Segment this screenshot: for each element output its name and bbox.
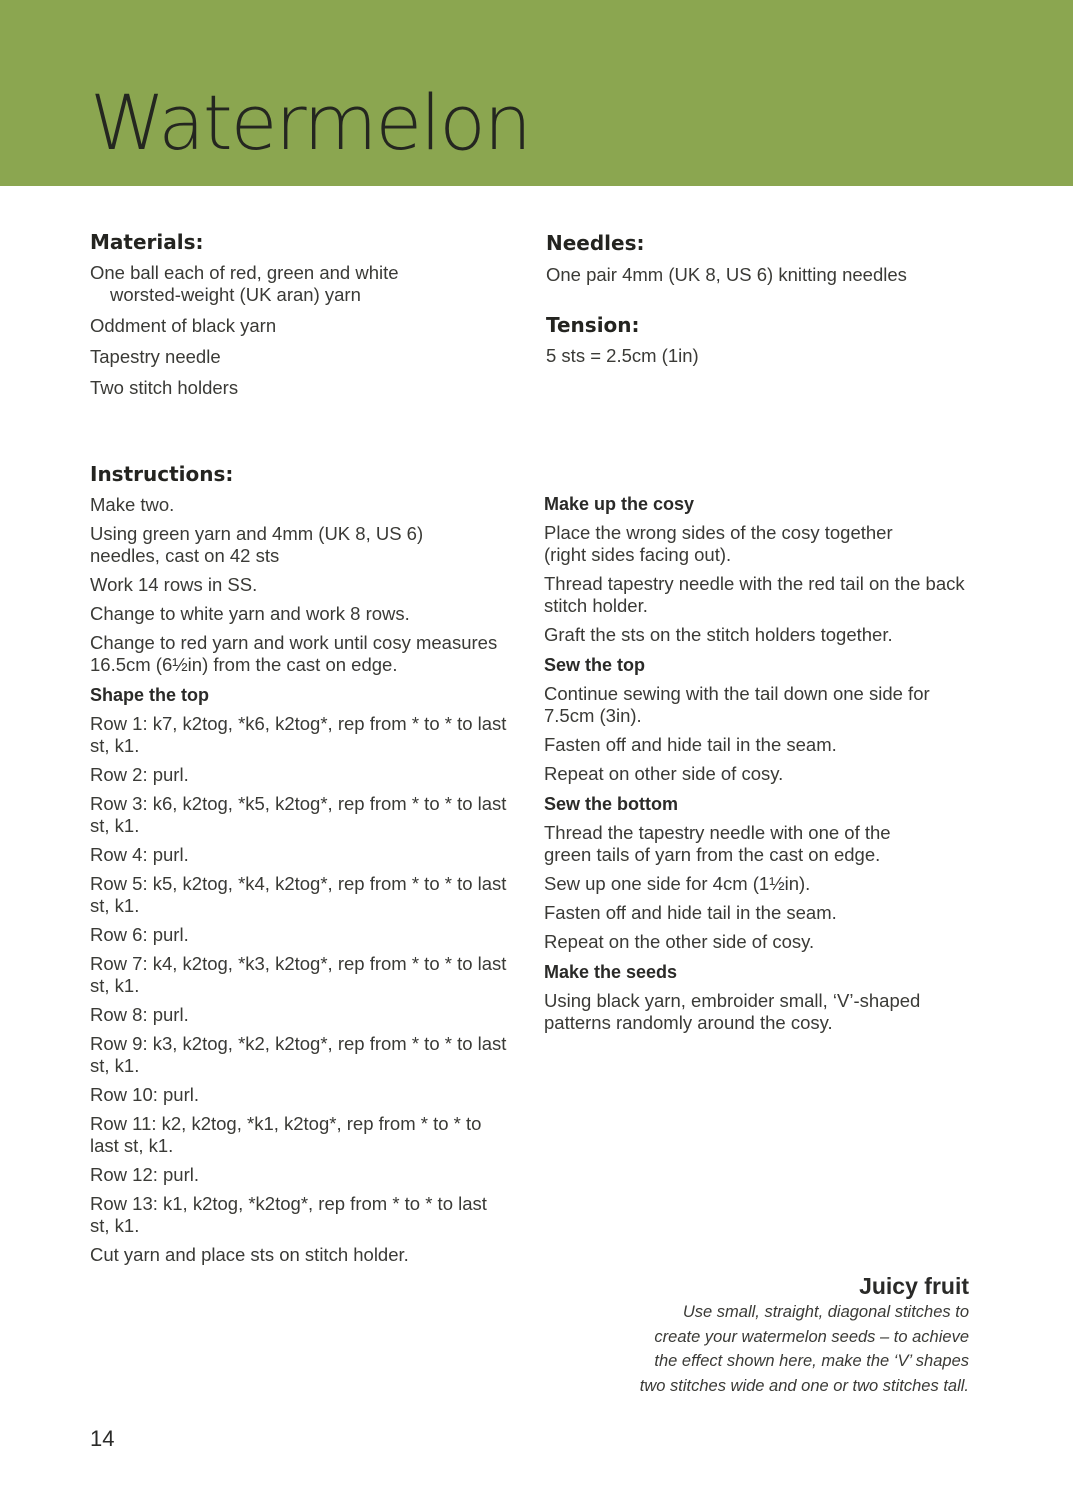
materials-heading: Materials: — [90, 230, 204, 254]
make-seeds-heading: Make the seeds — [544, 962, 678, 982]
assembly-step: Thread the tapestry needle with one of the green tails of yarn from the cast on edge. — [544, 822, 891, 865]
row-instruction: Row 3: k6, k2tog, *k5, k2tog*, rep from * to * to last st, k1. — [90, 793, 507, 836]
make-up-heading: Make up the cosy — [544, 494, 695, 514]
materials-list — [90, 262, 510, 408]
tip-line: Use small, straight, diagonal stitches to — [682, 1303, 969, 1321]
materials-item: One ball each of red, green and white worsted-weight (UK aran) yarn — [90, 262, 399, 305]
row-instruction: Row 12: purl. — [90, 1164, 199, 1185]
row-instruction: Row 2: purl. — [90, 764, 189, 785]
instructions-column — [90, 494, 515, 1273]
instruction-step: Change to white yarn and work 8 rows. — [90, 603, 410, 624]
assembly-step: Place the wrong sides of the cosy together (right sides facing out). — [544, 522, 893, 565]
tip-line: the effect shown here, make the ‘V’ shapes — [654, 1352, 969, 1370]
assembly-step: Fasten off and hide tail in the seam. — [544, 734, 837, 755]
assembly-step: Graft the sts on the stitch holders together. — [544, 624, 893, 645]
row-instruction: Row 9: k3, k2tog, *k2, k2tog*, rep from * to * to last st, k1. — [90, 1033, 507, 1076]
tip-box — [549, 1272, 969, 1398]
row-instruction: Row 4: purl. — [90, 844, 189, 865]
title-banner — [0, 0, 1073, 186]
materials-item: Oddment of black yarn — [90, 315, 277, 336]
tension-text: 5 sts = 2.5cm (1in) — [546, 345, 699, 366]
row-instruction: Row 1: k7, k2tog, *k6, k2tog*, rep from * to * to last st, k1. — [90, 713, 507, 756]
tip-line: create your watermelon seeds – to achieve — [654, 1327, 969, 1346]
row-instruction: Row 10: purl. — [90, 1084, 199, 1105]
instruction-step: Work 14 rows in SS. — [90, 574, 258, 595]
materials-item: Tapestry needle — [90, 346, 221, 367]
tip-line: two stitches wide and one or two stitches tall. — [639, 1376, 969, 1395]
row-instruction: Row 8: purl. — [90, 1004, 189, 1025]
needles-heading: Needles: — [546, 231, 645, 255]
page-number: 14 — [90, 1426, 115, 1451]
row-instruction: Row 7: k4, k2tog, *k3, k2tog*, rep from * to * to last st, k1. — [90, 953, 507, 996]
assembly-step: Using black yarn, embroider small, ‘V’-shaped patterns randomly around the cosy. — [544, 990, 921, 1033]
shape-top-heading: Shape the top — [90, 685, 210, 705]
row-instruction: Cut yarn and place sts on stitch holder. — [90, 1244, 409, 1265]
assembly-step: Continue sewing with the tail down one side for 7.5cm (3in). — [544, 683, 930, 726]
assembly-step: Thread tapestry needle with the red tail on the back stitch holder. — [544, 573, 965, 616]
sew-bottom-heading: Sew the bottom — [544, 794, 678, 814]
assembly-column — [544, 485, 974, 1041]
instruction-step: Make two. — [90, 494, 175, 515]
instructions-heading: Instructions: — [90, 462, 234, 486]
assembly-step: Repeat on the other side of cosy. — [544, 931, 815, 952]
assembly-step: Repeat on other side of cosy. — [544, 763, 784, 784]
row-instruction: Row 5: k5, k2tog, *k4, k2tog*, rep from * to * to last st, k1. — [90, 873, 507, 916]
page-title: Watermelon — [90, 78, 530, 167]
needles-text: One pair 4mm (UK 8, US 6) knitting needles — [546, 264, 907, 285]
row-instruction: Row 11: k2, k2tog, *k1, k2tog*, rep from * to * to last st, k1. — [90, 1113, 482, 1156]
instruction-step: Using green yarn and 4mm (UK 8, US 6) needles, cast on 42 sts — [90, 523, 424, 566]
tip-title: Juicy fruit — [859, 1273, 969, 1299]
row-instruction: Row 6: purl. — [90, 924, 189, 945]
assembly-step: Sew up one side for 4cm (1½in). — [544, 873, 811, 894]
row-instruction: Row 13: k1, k2tog, *k2tog*, rep from * to * to last st, k1. — [90, 1193, 487, 1236]
instruction-step: Change to red yarn and work until cosy measures 16.5cm (6½in) from the cast on edge. — [90, 632, 498, 675]
materials-item: Two stitch holders — [90, 377, 239, 398]
assembly-step: Fasten off and hide tail in the seam. — [544, 902, 837, 923]
tension-heading: Tension: — [546, 313, 640, 337]
sew-top-heading: Sew the top — [544, 655, 646, 675]
